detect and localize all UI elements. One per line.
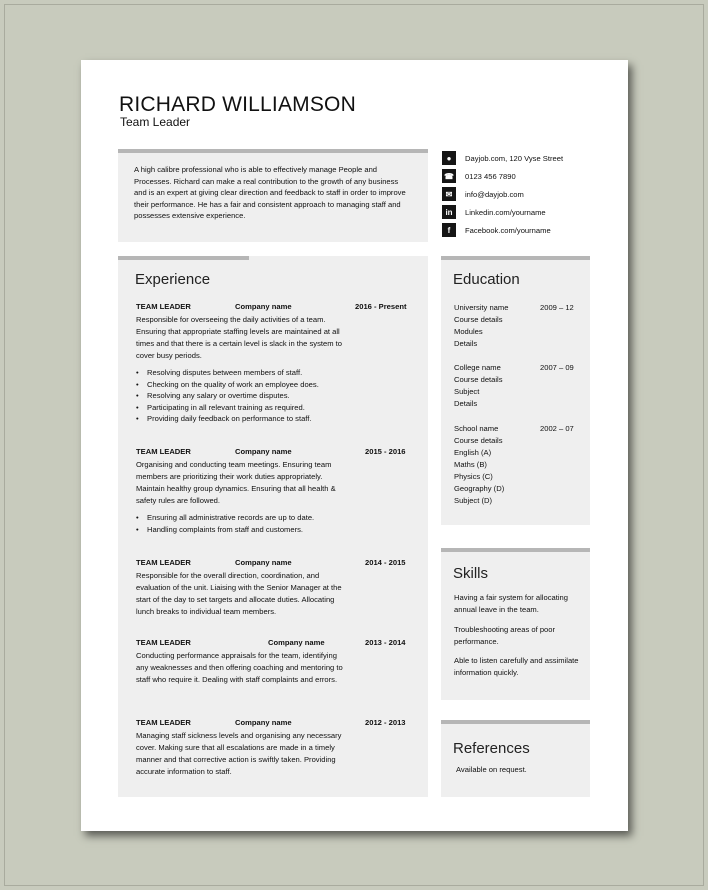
- job-title: TEAM LEADER: [136, 302, 191, 311]
- job-company: Company name: [235, 718, 292, 727]
- education-years: 2009 – 12: [540, 303, 574, 312]
- job-bullets: [136, 512, 416, 535]
- job-company: Company name: [268, 638, 325, 647]
- contact-item: [442, 149, 602, 167]
- skills-panel: [441, 548, 590, 700]
- job-bullet: • Handling complaints from staff and customers.: [136, 524, 416, 536]
- job-description: Organising and conducting team meetings. Ensuring team members are prioritizing their work duties appropriately. Maintain healthy group dynamics. Ensuring that all health & safety rules are followed.: [136, 460, 336, 505]
- job-title: TEAM LEADER: [136, 638, 191, 647]
- experience-bar: [118, 256, 249, 260]
- linkedin-icon: in: [442, 205, 456, 219]
- job-entry: [136, 638, 416, 686]
- contact-email: info@dayjob.com: [465, 189, 524, 199]
- education-years: 2007 – 09: [540, 363, 574, 372]
- education-line: Geography (D): [454, 484, 505, 493]
- job-company: Company name: [235, 447, 292, 456]
- job-dates: 2012 - 2013: [365, 718, 406, 727]
- education-line: Details: [454, 339, 478, 348]
- summary-text: A high calibre professional who is able to effectively manage People and Processes. Richard can make a real contribution to the growth of any business and is an expert at giving clear direction and feedback to staff in order to improve their performance. He has a fair and consistent approach to managing staff and possesses extensive experience.: [134, 165, 406, 221]
- skill-item: Troubleshooting areas of poor performance.: [454, 625, 556, 646]
- education-entry: [454, 423, 584, 507]
- job-entry: [136, 718, 416, 778]
- references-text: Available on request.: [456, 765, 527, 774]
- contact-linkedin: Linkedin.com/yourname: [465, 207, 546, 217]
- job-bullet: • Resolving disputes between members of staff.: [136, 367, 416, 379]
- job-bullet: • Resolving any salary or overtime disputes.: [136, 390, 416, 402]
- contact-item: [442, 185, 602, 203]
- experience-heading: Experience: [135, 271, 211, 288]
- references-heading: References: [453, 740, 530, 757]
- skill-item: Having a fair system for allocating annual leave in the team.: [454, 593, 568, 614]
- education-line: Subject: [454, 387, 480, 396]
- education-institution: College name: [454, 363, 501, 372]
- education-institution: School name: [454, 424, 499, 433]
- education-line: Details: [454, 399, 478, 408]
- job-title: TEAM LEADER: [136, 558, 191, 567]
- education-years: 2002 – 07: [540, 424, 574, 433]
- job-entry: [136, 302, 416, 425]
- job-title: TEAM LEADER: [136, 718, 191, 727]
- job-description: Responsible for the overall direction, coordination, and evaluation of the unit. Liaising with the Senior Manager at the start of the day to set targets and allocate duties. Allocating lunch breaks to individual team members.: [136, 571, 342, 616]
- job-description: Responsible for overseeing the daily activities of a team. Ensuring that appropriate staffing levels are maintained at all times and that there is a certain level is slack in the system to cover busy periods.: [136, 315, 342, 360]
- references-panel: [441, 720, 590, 797]
- job-description: Managing staff sickness levels and organising any necessary cover. Making sure that all escalations are made in a timely manner and that corrective action is swiftly taken. Providing accurate information to staff.: [136, 731, 342, 776]
- job-entry: [136, 558, 416, 618]
- job-dates: 2016 - Present: [355, 302, 407, 311]
- resume-page: [81, 60, 628, 831]
- skills-bar: [441, 548, 590, 552]
- job-bullets: [136, 367, 416, 425]
- contact-list: [442, 149, 602, 239]
- contact-facebook: Facebook.com/yourname: [465, 225, 551, 235]
- contact-phone: 0123 456 7890: [465, 171, 516, 181]
- candidate-title: Team Leader: [120, 115, 191, 129]
- job-dates: 2015 - 2016: [365, 447, 406, 456]
- skills-heading: Skills: [453, 565, 489, 582]
- experience-panel: [118, 256, 428, 797]
- facebook-icon: f: [442, 223, 456, 237]
- job-bullet: • Checking on the quality of work an employee does.: [136, 379, 416, 391]
- job-company: Company name: [235, 558, 292, 567]
- education-line: Physics (C): [454, 472, 493, 481]
- phone-icon: ☎: [442, 169, 456, 183]
- contact-address: Dayjob.com, 120 Vyse Street: [465, 153, 564, 163]
- education-line: Course details: [454, 375, 503, 384]
- job-title: TEAM LEADER: [136, 447, 191, 456]
- education-line: Maths (B): [454, 460, 487, 469]
- education-bar: [441, 256, 590, 260]
- contact-item: [442, 203, 602, 221]
- education-line: Course details: [454, 436, 503, 445]
- job-company: Company name: [235, 302, 292, 311]
- email-icon: ✉: [442, 187, 456, 201]
- job-entry: [136, 447, 416, 535]
- contact-item: [442, 167, 602, 185]
- job-dates: 2014 - 2015: [365, 558, 406, 567]
- education-line: English (A): [454, 448, 492, 457]
- references-bar: [441, 720, 590, 724]
- education-entry: [454, 302, 584, 350]
- summary-bar: [118, 149, 428, 153]
- job-bullet: • Participating in all relevant training as required.: [136, 402, 416, 414]
- education-entry: [454, 362, 584, 410]
- job-dates: 2013 - 2014: [365, 638, 406, 647]
- location-pin-icon: ●: [442, 151, 456, 165]
- candidate-name: RICHARD WILLIAMSON: [119, 93, 356, 116]
- summary-panel: [118, 149, 428, 242]
- education-institution: University name: [454, 303, 509, 312]
- education-line: Modules: [454, 327, 483, 336]
- job-bullet: • Ensuring all administrative records are up to date.: [136, 512, 416, 524]
- job-description: Conducting performance appraisals for the team, identifying any weaknesses and then offering coaching and mentoring to staff who require it. Dealing with staff complaints and errors.: [136, 651, 343, 684]
- education-panel: [441, 256, 590, 525]
- contact-item: [442, 221, 602, 239]
- skill-item: Able to listen carefully and assimilate information quickly.: [454, 656, 579, 677]
- education-heading: Education: [453, 271, 520, 288]
- education-line: Course details: [454, 315, 503, 324]
- education-line: Subject (D): [454, 496, 492, 505]
- job-bullet: • Providing daily feedback on performance to staff.: [136, 413, 416, 425]
